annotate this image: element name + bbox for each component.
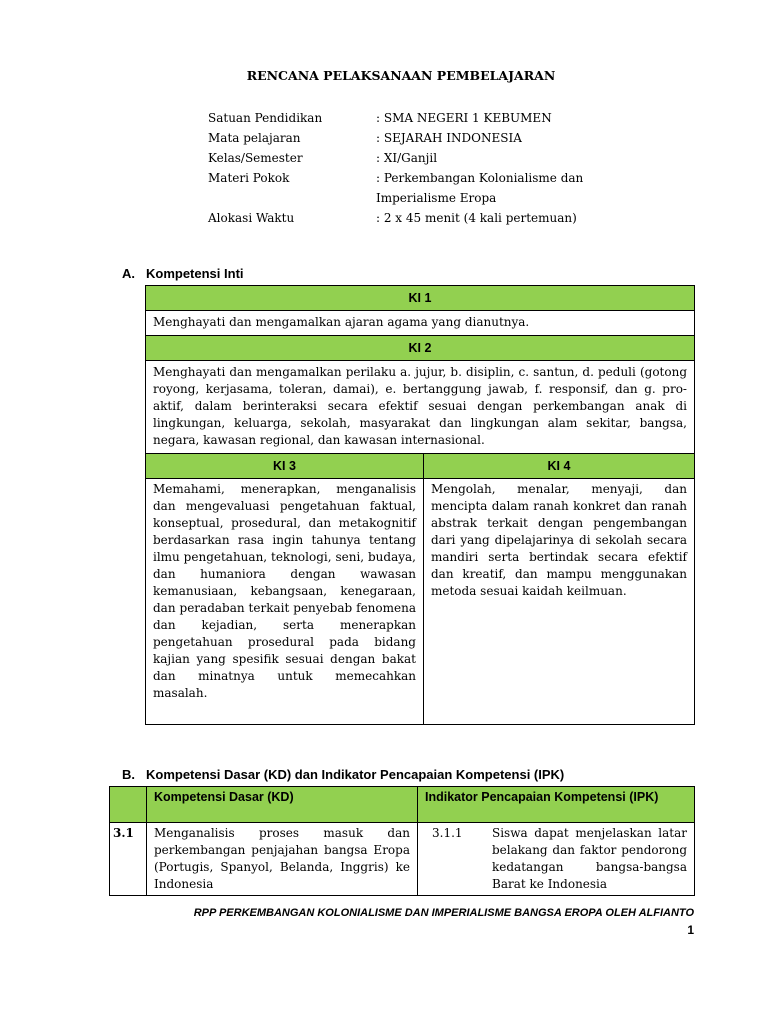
ki3-text: Memahami, menerapkan, menganalisis dan mengevaluasi pengetahuan faktual, konseptual, prosedural, dan metakognitif berdasarkan rasa ingin tahunya tentang ilmu pengetahuan, teknologi, seni, budaya, dan humaniora dengan wawasan kemanusiaan, kebangsaan, kenegaraan, dan peradaban terkait penyebab fenomena dan kejadian, serta menerapkan pengetahuan prosedural pada bidang kajian yang spesifik sesuai dengan bakat dan minatnya untuk memecahkan masalah. <box>153 482 416 700</box>
ipk-cell <box>418 823 695 896</box>
ki1-text: Menghayati dan mengamalkan ajaran agama yang dianutnya. <box>153 315 530 329</box>
document-title: RENCANA PELAKSANAAN PEMBELAJARAN <box>246 68 556 83</box>
kd-number-cell <box>110 823 147 896</box>
meta-label: Kelas/Semester <box>208 151 303 165</box>
kd-header-text: Kompetensi Dasar (KD) <box>154 790 294 804</box>
meta-label: Alokasi Waktu <box>208 211 295 225</box>
ipk-column-header <box>418 787 695 823</box>
page-number: 1 <box>687 923 694 937</box>
ipk-header-text: Indikator Pencapaian Kompetensi (IPK) <box>425 790 659 804</box>
ki4-text: Mengolah, menalar, menyaji, dan mencipta dalam ranah konkret dan ranah abstrak terkait dengan pengembangan dari yang dipelajarinya di sekolah secara mandiri serta bertindak secara efektif dan kreatif, dan mampu menggunakan metoda sesuai kaidah keilmuan. <box>431 482 687 598</box>
meta-label: Materi Pokok <box>208 171 290 185</box>
meta-value: : Perkembangan Kolonialisme dan Imperialisme Eropa <box>376 171 584 205</box>
meta-row <box>208 128 586 148</box>
ki2-text: Menghayati dan mengamalkan perilaku a. jujur, b. disiplin, c. santun, d. peduli (gotong royong, kerjasama, toleran, damai), e. bertanggung jawab, f. responsif, dan g. pro-aktif, dalam berinteraksi secara efektif sesuai dengan perkembangan anak di lingkungan, keluarga, sekolah, masyarakat dan lingkungan alam sekitar, bangsa, negara, kawasan regional, dan kawasan internasional. <box>153 365 687 447</box>
kd-number-header <box>110 787 147 823</box>
kompetensi-inti-table <box>145 285 695 725</box>
page-footer: RPP PERKEMBANGAN KOLONIALISME DAN IMPERIALISME BANGSA EROPA OLEH ALFIANTO <box>193 907 694 919</box>
section-letter: B. <box>122 767 135 782</box>
meta-row <box>208 108 586 128</box>
section-b-heading <box>122 767 564 782</box>
meta-row <box>208 208 586 228</box>
ki1-cell <box>146 311 695 336</box>
ki3-cell <box>146 479 424 725</box>
ki3-header: KI 3 <box>146 454 424 479</box>
ki2-header: KI 2 <box>146 336 695 361</box>
ipk-item <box>418 823 694 895</box>
kd-text-cell <box>147 823 418 896</box>
meta-value: : XI/Ganjil <box>376 151 438 165</box>
meta-value: : SEJARAH INDONESIA <box>376 131 522 145</box>
meta-value: : SMA NEGERI 1 KEBUMEN <box>376 111 552 125</box>
kd-ipk-table <box>109 786 695 896</box>
kd-text: Menganalisis proses masuk dan perkembangan penjajahan bangsa Eropa (Portugis, Spanyol, Belanda, Inggris) ke Indonesia <box>154 826 410 891</box>
ki2-cell <box>146 361 695 454</box>
meta-label: Satuan Pendidikan <box>208 111 323 125</box>
meta-label: Mata pelajaran <box>208 131 301 145</box>
document-meta <box>208 108 586 228</box>
section-a-heading <box>122 266 244 281</box>
kd-number: 3.1 <box>113 826 134 840</box>
section-letter: A. <box>122 266 135 281</box>
section-title: Kompetensi Inti <box>146 266 244 281</box>
ipk-text: Siswa dapat menjelaskan latar belakang dan faktor pendorong kedatangan bangsa-bangsa Barat ke Indonesia <box>492 826 687 891</box>
ki1-header: KI 1 <box>146 286 695 311</box>
table-row <box>110 823 695 896</box>
ki4-header: KI 4 <box>424 454 695 479</box>
ipk-number: 3.1.1 <box>432 826 463 840</box>
meta-row <box>208 148 586 168</box>
meta-value: : 2 x 45 menit (4 kali pertemuan) <box>376 211 577 225</box>
meta-row <box>208 168 586 208</box>
section-title: Kompetensi Dasar (KD) dan Indikator Pencapaian Kompetensi (IPK) <box>146 767 565 782</box>
kd-column-header <box>147 787 418 823</box>
ki4-cell <box>424 479 695 725</box>
